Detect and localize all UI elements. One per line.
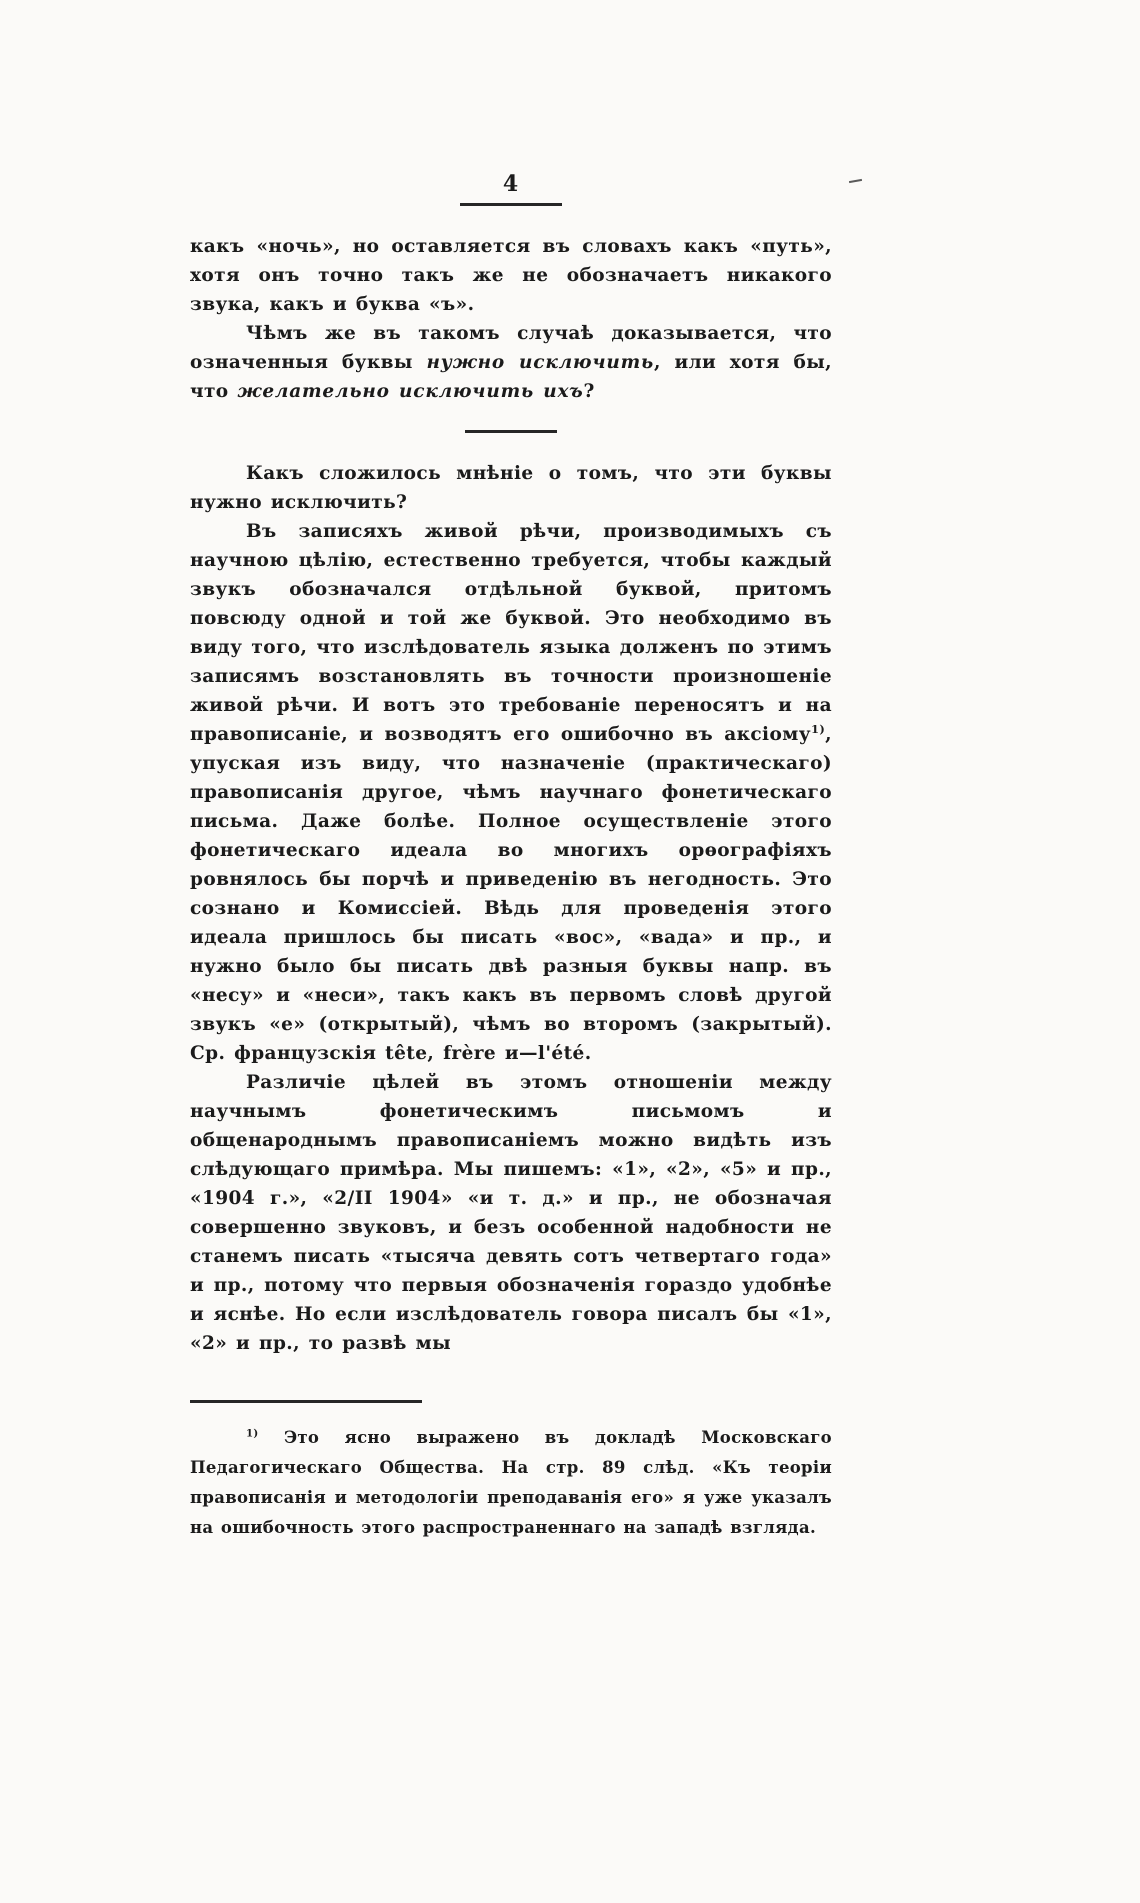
paragraph-2 — [190, 319, 832, 406]
paragraph-3 — [190, 459, 832, 517]
paragraph-1 — [190, 232, 832, 319]
scan-artifact-dash — [849, 179, 862, 183]
section-divider — [465, 430, 557, 433]
footnote-area — [190, 1400, 832, 1543]
text-run: Различіе цѣлей въ этомъ отношеніи между научнымъ фонетическимъ письмомъ и общенароднымъ правописаніемъ можно видѣть изъ слѣдующаго примѣра. Мы пишемъ: «1», «2», «5» и пр., «1904 г.», «2/II 1904» «и т. д.» и пр., не обозначая совершенно звуковъ, и безъ особенной надобности не станемъ писать «тысяча девять сотъ четвертаго года» и пр., потому что первыя обозначенія гораздо удобнѣе и яснѣе. Но если изслѣдователь говора писалъ бы «1», «2» и пр., то развѣ мы — [190, 1072, 832, 1354]
paragraph-5 — [190, 1068, 832, 1358]
paragraph-4 — [190, 517, 832, 1068]
text-run: нужно исключить — [426, 352, 654, 373]
page-number: 4 — [502, 171, 520, 197]
footnote-separator-rule — [190, 1400, 422, 1403]
page-header — [190, 172, 832, 206]
text-run: Это ясно выражено въ докладѣ Московскаго Педагогическаго Общества. На стр. 89 слѣд. «Къ теоріи правописанія и методологіи преподаванія его» я уже указалъ на ошибочность этого распространеннаго на западѣ взгляда. — [190, 1428, 832, 1537]
page-number-rule — [460, 203, 562, 206]
body-text — [190, 232, 832, 1358]
text-run: , упуская изъ виду, что назначеніе (практическаго) правописанія другое, чѣмъ научнаго фонетическаго письма. Даже болѣе. Полное осуществленіе этого фонетическаго идеала во многихъ орѳографіяхъ ровнялось бы порчѣ и приведенію въ негодность. Это сознано и Комиссіей. Вѣдь для проведенія этого идеала пришлось бы писать «вос», «вада» и пр., и нужно было бы писать двѣ разныя буквы напр. въ «несу» и «неси», такъ какъ въ первомъ словѣ другой звукъ «е» (открытый), чѣмъ во второмъ (закрытый). Ср. французскія tête, frère и—l'été. — [190, 724, 832, 1064]
text-run: Чѣмъ же въ такомъ случаѣ доказывается, что означенныя буквы — [190, 323, 832, 373]
footnote-text — [190, 1423, 832, 1543]
text-run: , или хотя бы, что — [190, 352, 832, 402]
footnote-number-marker: 1) — [246, 1427, 259, 1440]
book-page — [190, 172, 832, 1543]
footnote-reference-marker: 1) — [810, 721, 826, 736]
text-run: какъ «ночь», но оставляется въ словахъ какъ «путь», хотя онъ точно такъ же не обозначаетъ никакого звука, какъ и буква «ъ». — [190, 236, 832, 315]
text-run: ? — [583, 381, 595, 402]
text-run: желательно исключить ихъ — [237, 381, 584, 402]
text-run: Въ записяхъ живой рѣчи, производимыхъ съ научною цѣлію, естественно требуется, чтобы каждый звукъ обозначался отдѣльной буквой, притомъ повсюду одной и той же буквой. Это необходимо въ виду того, что изслѣдователь языка долженъ по этимъ записямъ возстановлять въ точности произношеніе живой рѣчи. И вотъ это требованіе переносятъ и на правописаніе, и возводятъ его ошибочно въ аксіому — [190, 521, 832, 745]
text-run: Какъ сложилось мнѣніе о томъ, что эти буквы нужно исключить? — [190, 463, 832, 513]
